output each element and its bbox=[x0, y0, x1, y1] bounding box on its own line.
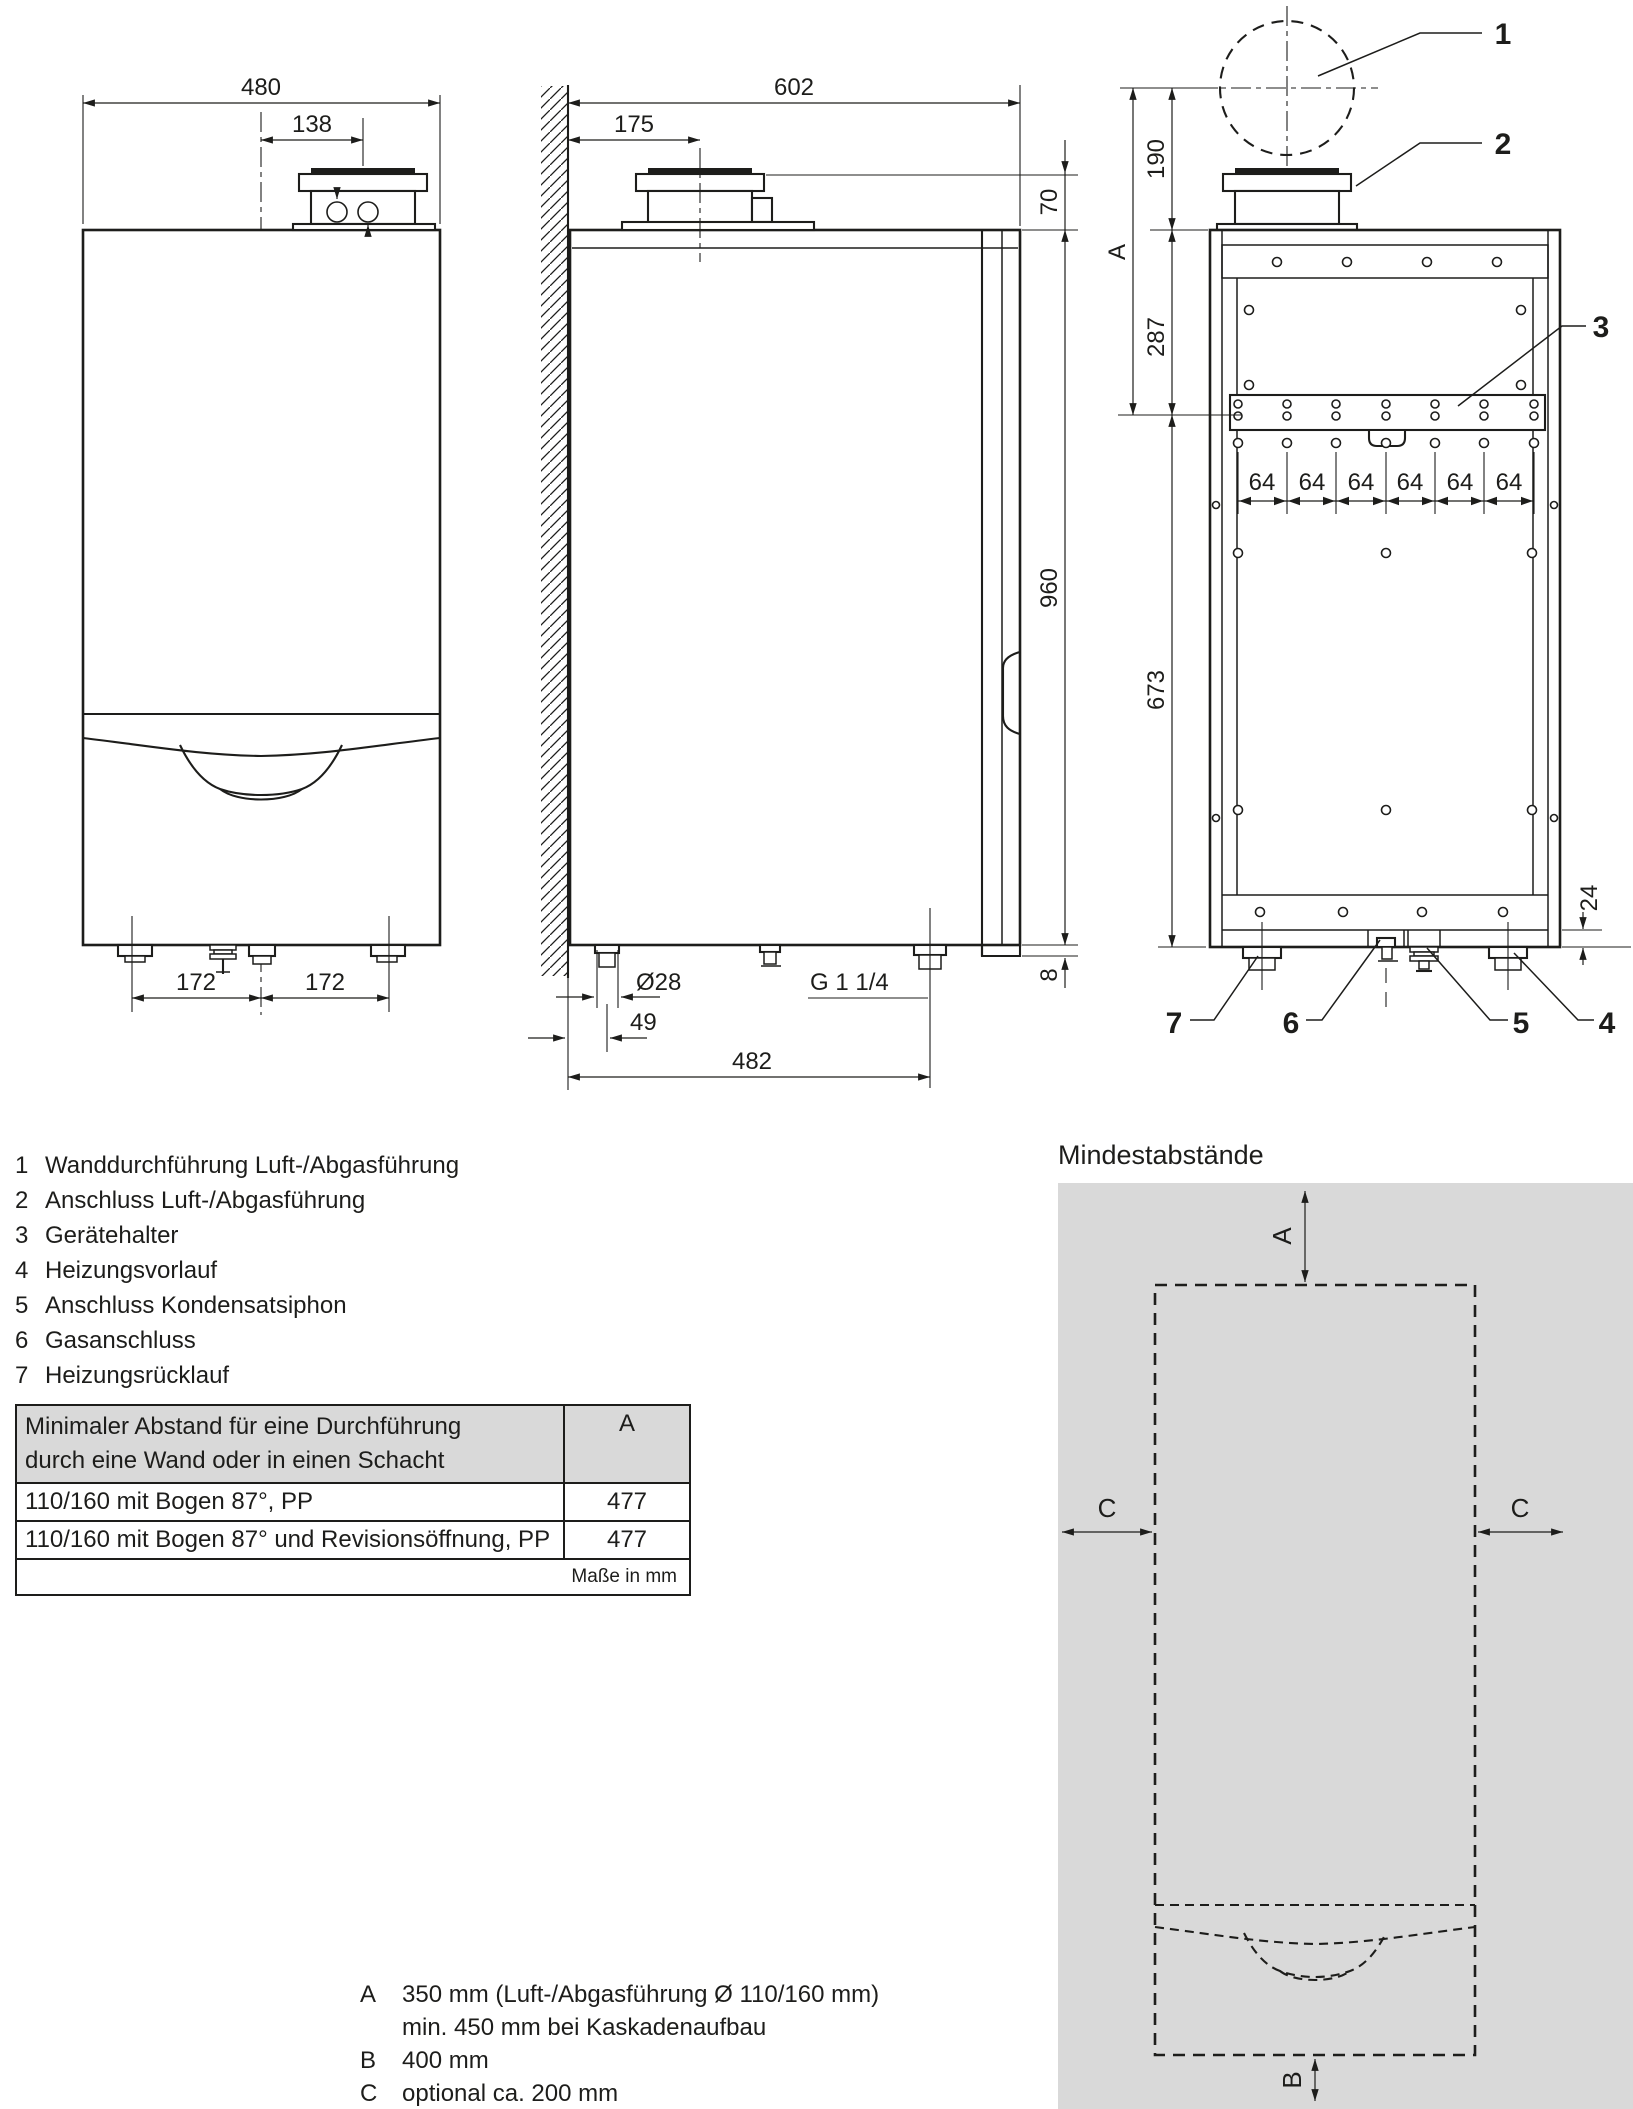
note-a-line2: min. 450 mm bei Kaskadenaufbau bbox=[402, 2014, 767, 2041]
wall-hatching bbox=[541, 86, 568, 976]
note-b bbox=[360, 2044, 879, 2077]
table-cell-value: 477 bbox=[563, 1522, 689, 1558]
callout-1: 1 bbox=[1494, 18, 1512, 51]
dim-rear-A: A bbox=[1104, 243, 1131, 261]
rear-view bbox=[1104, 6, 1631, 1040]
dim-front-pipe-left: 172 bbox=[175, 969, 217, 996]
clearance-table bbox=[15, 1404, 691, 1596]
dim-front-flue-offset: 138 bbox=[291, 111, 333, 138]
clearance-dim-top: A bbox=[1267, 1227, 1297, 1245]
svg-text:64: 64 bbox=[1396, 469, 1424, 496]
table-footer: Maße in mm bbox=[571, 1566, 677, 1587]
dim-side-depth: 602 bbox=[773, 74, 815, 101]
front-case-outline bbox=[83, 230, 440, 945]
legend-item bbox=[15, 1323, 459, 1358]
dim-side-height: 960 bbox=[1036, 567, 1063, 609]
note-key-c: C bbox=[360, 2080, 378, 2107]
dim-side-70: 70 bbox=[1036, 188, 1063, 216]
dim-side-heating-offset: 482 bbox=[731, 1048, 773, 1075]
legend-item-number: 7 bbox=[15, 1362, 29, 1389]
legend-item-number: 4 bbox=[15, 1257, 29, 1284]
svg-text:64: 64 bbox=[1495, 469, 1523, 496]
table-cell-value: 477 bbox=[563, 1484, 689, 1520]
legend-item-label: Heizungsvorlauf bbox=[45, 1257, 218, 1284]
callout-6: 6 bbox=[1282, 1007, 1300, 1040]
legend-item bbox=[15, 1148, 459, 1183]
callout-5: 5 bbox=[1512, 1007, 1530, 1040]
clearance-dim-right: C bbox=[1510, 1493, 1530, 1523]
table-header-line1: Minimaler Abstand für eine Durchführung bbox=[25, 1413, 462, 1440]
legend-item-label: Heizungsrücklauf bbox=[45, 1362, 230, 1389]
legend-item-label: Gasanschluss bbox=[45, 1327, 196, 1354]
table-header-line2: durch eine Wand oder in einen Schacht bbox=[25, 1447, 445, 1474]
front-view bbox=[83, 74, 440, 1015]
legend-item-label: Wanddurchführung Luft-/Abgasführung bbox=[45, 1152, 460, 1179]
dim-rear-24: 24 bbox=[1576, 884, 1603, 912]
note-key-b: B bbox=[360, 2047, 377, 2074]
svg-text:64: 64 bbox=[1298, 469, 1326, 496]
dim-side-cond-dia: Ø28 bbox=[636, 969, 682, 996]
note-a bbox=[360, 1978, 879, 2011]
note-key-a: A bbox=[360, 1981, 377, 2008]
dim-rear-673: 673 bbox=[1143, 669, 1170, 711]
dim-side-flue-wall: 175 bbox=[613, 111, 655, 138]
legend-item-number: 2 bbox=[15, 1187, 29, 1214]
table-row bbox=[17, 1484, 689, 1522]
dim-front-pipe-right: 172 bbox=[304, 969, 346, 996]
legend-item-number: 3 bbox=[15, 1222, 29, 1249]
note-a-line1: 350 mm (Luft-/Abgasführung Ø 110/160 mm) bbox=[402, 1981, 880, 2008]
dim-front-width: 480 bbox=[240, 74, 282, 101]
svg-text:64: 64 bbox=[1248, 469, 1276, 496]
legend-item bbox=[15, 1218, 459, 1253]
table-cell-label: 110/160 mit Bogen 87°, PP bbox=[25, 1488, 314, 1515]
dim-rear-190: 190 bbox=[1143, 138, 1170, 180]
legend-item-number: 6 bbox=[15, 1327, 29, 1354]
legend-item-label: Gerätehalter bbox=[45, 1222, 179, 1249]
clearance-title: Mindestabstände bbox=[1058, 1140, 1264, 1170]
legend-item-number: 1 bbox=[15, 1152, 29, 1179]
legend-item bbox=[15, 1288, 459, 1323]
clearance-diagram bbox=[1058, 1183, 1633, 2109]
legend-item bbox=[15, 1183, 459, 1218]
side-case-outline bbox=[570, 230, 1020, 945]
clearance-notes bbox=[360, 1978, 879, 2109]
callout-4: 4 bbox=[1598, 1007, 1616, 1040]
svg-text:64: 64 bbox=[1446, 469, 1474, 496]
note-c-line1: optional ca. 200 mm bbox=[402, 2080, 619, 2107]
legend-item bbox=[15, 1358, 459, 1393]
front-flue-connection bbox=[293, 168, 435, 234]
rear-flue-connection bbox=[1217, 168, 1357, 230]
clearance-dim-left: C bbox=[1097, 1493, 1117, 1523]
note-a-cont bbox=[360, 2011, 879, 2044]
side-view bbox=[528, 74, 1078, 1090]
table-header-label bbox=[17, 1406, 563, 1482]
table-cell-label: 110/160 mit Bogen 87° und Revisionsöffnung, PP bbox=[25, 1526, 551, 1553]
legend-item-label: Anschluss Luft-/Abgasführung bbox=[45, 1187, 366, 1214]
table-header-row bbox=[17, 1406, 689, 1484]
callout-7: 7 bbox=[1165, 1007, 1183, 1040]
table-row bbox=[17, 1522, 689, 1560]
clearance-dim-bottom: B bbox=[1277, 2071, 1307, 2089]
legend-item bbox=[15, 1253, 459, 1288]
legend-item-label: Anschluss Kondensatsiphon bbox=[45, 1292, 347, 1319]
side-bottom-connections bbox=[595, 945, 946, 969]
legend-list bbox=[15, 1148, 459, 1393]
note-b-line1: 400 mm bbox=[402, 2047, 489, 2074]
rear-case-outline bbox=[1210, 230, 1560, 947]
dim-rear-287: 287 bbox=[1143, 316, 1170, 358]
callout-3: 3 bbox=[1592, 311, 1610, 344]
table-header-col-a: A bbox=[563, 1406, 689, 1482]
dim-side-protrusion: 8 bbox=[1036, 968, 1063, 982]
note-c bbox=[360, 2077, 879, 2109]
dim-side-thread: G 1 1/4 bbox=[810, 969, 889, 996]
svg-text:64: 64 bbox=[1347, 469, 1375, 496]
callout-2: 2 bbox=[1494, 128, 1512, 161]
legend-item-number: 5 bbox=[15, 1292, 29, 1319]
dim-side-cond-offset: 49 bbox=[630, 1009, 657, 1036]
clearance-wall-area bbox=[1058, 1183, 1633, 2109]
